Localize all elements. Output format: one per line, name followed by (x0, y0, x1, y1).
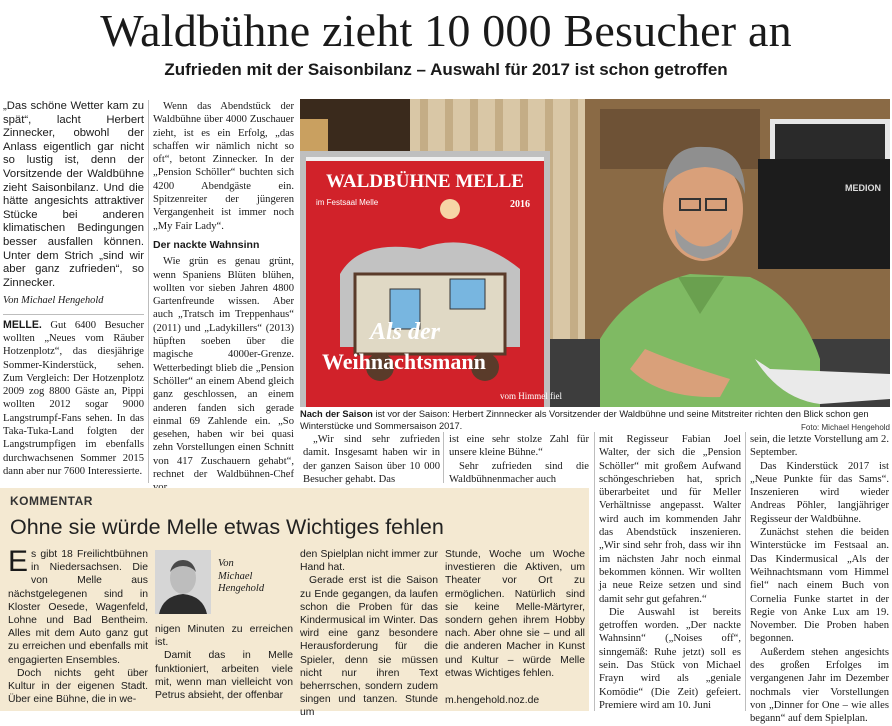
article-p8: sein, die letzte Vorstellung am 2. September. (750, 434, 889, 459)
dropcap: E (8, 545, 29, 578)
author-credit: Von Michael Hengehold (218, 558, 265, 594)
poster-line1: Als der (370, 319, 441, 345)
column-2 (153, 100, 294, 495)
kommentar-p5: den Spielplan nicht immer zur Hand hat. (300, 549, 438, 574)
article-p7: Die Auswahl ist bereits getroffen worden. „Der nackte Wahnsinn“ („Noises off“, sinngemäß: Ruhe jetzt) soll es sein. Das Stück von Michael Frayn wird als „geniale Komödie“ (Die Zeit) gefeiert. Premiere wird am 10. Juni (599, 606, 741, 711)
article-p3: Wie grün es genau grünt, wenn Spaniens Blüten blühen, wollten vor sieben Jahren 4800 Gartenfreunde wissen. Aber auch „Tratsch im Treppenhaus“ (2011) und „Ladykillers“ (2013) hüpften soeben über die magische 4000er-Grenze. Wetterbedingt blieb die „Pension Schöller“ an einem Abend gleich ganz geschlossen, an einem anderen fanden sich gerade einmal 69 Zahlende ein. „So gesehen, haben wir bei quasi zehn Vorstellungen einen Schnitt von 417 Zuschauern gehabt“, rechnet der Waldbühnen-Chef (153, 256, 294, 481)
poster-title: WALDBÜHNE MELLE (326, 171, 524, 192)
column-3 (303, 433, 440, 486)
article-p9: Das Kinderstück 2017 ist „Neue Punkte für das Sams“. Inszenieren wird wieder Andreas Pöhler, langjähriger Regisseur der Waldbühne. (750, 460, 889, 525)
article-subhead: Der nackte Wahnsinn (153, 238, 260, 251)
article-p5a: ist eine sehr stolze Zahl für unsere kleine Bühne.“ (449, 434, 589, 459)
poster-year: 2016 (510, 199, 530, 210)
teaser-text: „Das schöne Wetter kam zu spät“, lacht Herbert Zinnecker, obwohl der Anlass eigentlich gar nicht so lustig ist, denn der Vorsitzende der Waldbühne zieht Saisonbilanz. Und die hätte angesichts attraktiver Stücke bei anderen klimatischen Bedingungen besser ausfallen können. Unter dem Strich „sind wir aber ganz zufrieden“, so Zinnecker. (3, 100, 144, 289)
kommentar-p3: nigen Minuten zu erreichen ist. (155, 624, 293, 649)
kommentar-col-4 (445, 548, 585, 707)
photo-caption (300, 409, 890, 433)
photo-credit: Foto: Michael Hengehold (801, 422, 890, 432)
kommentar-p2: Doch nichts geht über Kultur in der eigenen Stadt. Über eine Bühne, die in we- (8, 667, 148, 706)
photo-illustration (300, 99, 890, 407)
kommentar-title: Ohne sie würde Melle etwas Wichtiges fehlen (10, 515, 444, 539)
headline: Waldbühne zieht 10 000 Besucher an (100, 5, 792, 56)
subheadline: Zufrieden mit der Saisonbilanz – Auswahl für 2017 ist schon getroffen (164, 60, 728, 79)
article-p1: MELLE. Gut 6400 Besucher wollten „Neues vom Räuber Hotzenplotz“, das diesjährige Sommer-Kinderstück, sehen. Zum Vergleich: Der Hotzenplotz 2009 zog 8800 Gäste an, Pippi wollten 2012 sogar 9000 Langstrumpf-Fans sehen. In das Taka-Tuka-Land folgten der Langstrumpfigen im ebenfalls durchwachsenen Sommer 2015 dann aber nur 7600 Interessierte. (3, 318, 144, 477)
kommentar-col-1 (8, 545, 148, 706)
column-5 (599, 433, 741, 712)
author-photo (155, 550, 211, 614)
article-p5b: Sehr zufrieden sind die Waldbühnenmacher auch (449, 460, 589, 485)
article-photo (300, 99, 890, 407)
article-p6: mit Regisseur Fabian Joel Walter, der sich die „Pension Schöller“ mit großem Aufwand schöngeschrieben hat, sprich überarbeitet und für Meller Verhältnisse angepasst. Walter wird auch im kommenden Jahr das Abendstück inszenieren. „Wir sind sehr froh, dass wir ihn im nächsten Jahr noch einmal bekommen können. Wir wollten ja neue Reize setzen und sind damit sehr gut gefahren.“ (599, 434, 741, 605)
kommentar-col-2 (155, 623, 293, 702)
poster-sub: im Festsaal Melle (316, 198, 379, 207)
article-p11: Außerdem stehen angesichts des großen Erfolges im vergangenen Jahr im Dezember nochmals vier Vorstellungen von „Dinner for One – wie alles begann“ auf dem Spielplan. (750, 646, 889, 725)
column-6 (750, 433, 889, 726)
byline: Von Michael Hengehold (3, 295, 104, 307)
teaser-rule (3, 314, 144, 315)
kommentar-p7: Stunde, Woche um Woche investieren die Aktiven, um Theater vor Ort zu ermöglichen. Natürlich sind sie keine Melle-Märtyrer, sondern gehen ihrem Hobby nach. Aber ohne sie – und all die anderen Macher in Kunst und Kultur – würde Melle etwas Wichtiges fehlen. (445, 549, 585, 679)
kommentar-p6: Gerade erst ist die Saison zu Ende gegangen, da laufen schon die Proben für das Kindermusical im Winter. Das wird eine ganz besondere Herausforderung für die Spieler, denn sie müssen nicht nur ihren Text beherrschen, sondern zudem singen und tanzen. Stunde um (300, 575, 438, 719)
column-rule-2 (443, 432, 444, 483)
monitor-brand: MEDION (845, 183, 881, 193)
column-rule-4 (745, 432, 746, 711)
ortsmarke: MELLE. (3, 318, 42, 331)
column-1 (3, 100, 144, 478)
kommentar-p1: Es gibt 18 Freilichtbühnen in Niedersachsen. Die von Melle aus nächstgelegenen sind in Kloster Oesede, Wagenfeld, Lohne und Bad Bentheim. Alles mit dem Auto ganz gut zu erreichen und ebenfalls mit engagierten Ensembles. (8, 545, 148, 666)
kommentar-email[interactable]: m.hengehold.noz.de (445, 695, 540, 707)
article-p10: Zunächst stehen die beiden Winterstücke im Festsaal an. Das Kindermusical „Als der Weihnachtsmann vom Himmel fiel“ nach einem Buch von Cornelia Funke startet in der Regie von Anke Lux am 19. November. Die Proben haben begonnen. (750, 527, 889, 645)
author-portrait-icon (155, 550, 211, 614)
column-4 (449, 433, 589, 486)
column-rule-3 (594, 432, 595, 711)
article-p4: „Wir sind sehr zufrieden damit. Insgesamt haben wir in der ganzen Saison über 10 000 Besucher gehabt. Das (303, 434, 440, 485)
caption-text: ist vor der Saison: Herbert Zinnnecker als Vorsitzender der Waldbühne und seine Mitstreiter richten den Blick schon gen Winterstücke und Sommersaison 2017. (300, 409, 869, 431)
column-rule-1 (148, 100, 149, 483)
kommentar-p4: Damit das in Melle funktioniert, arbeiten viele mit, wenn man vielleicht von Petrus absieht, der offenbar (155, 650, 293, 702)
poster-line3: vom Himmel fiel (500, 391, 562, 401)
kommentar-col-3 (300, 548, 438, 720)
article-p2: Wenn das Abendstück der Waldbühne über 4000 Zuschauer zieht, ist es ein Erfolg, „das schaffen wir nämlich nicht so oft“, betont Zinnecker. In der „Pension Schöller“ buchten sich 4200 Abendgäste ein. Spitzenreiter der jüngeren Vergangenheit ist immer noch „My Fair Lady“. (153, 101, 294, 232)
poster-line2: Weihnachtsmann (322, 349, 486, 374)
kommentar-label: KOMMENTAR (10, 494, 93, 508)
caption-bold: Nach der Saison (300, 409, 373, 419)
